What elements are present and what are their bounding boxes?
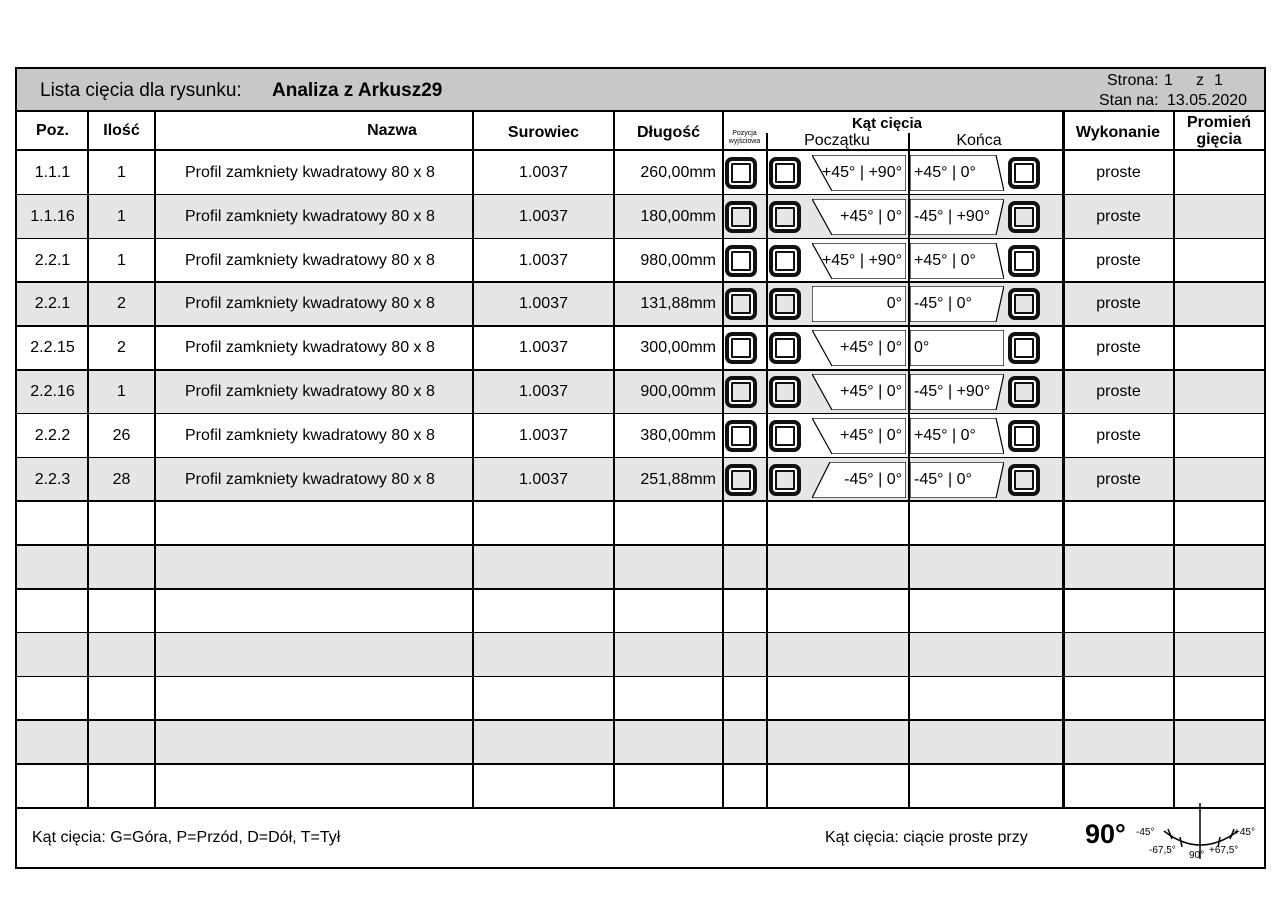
straight-cut-value: 90° <box>1085 819 1126 849</box>
legend-text: Kąt cięcia: G=Góra, P=Przód, D=Dół, T=Tył <box>32 829 341 846</box>
column-divider <box>472 112 474 808</box>
col-dlugosc: Długość <box>636 124 701 141</box>
row-divider <box>17 457 1264 459</box>
position-checkbox[interactable] <box>725 288 757 320</box>
row-wykonanie: proste <box>1096 426 1141 444</box>
row-poz: 2.2.3 <box>34 470 71 488</box>
row-ilosc: 2 <box>117 339 126 357</box>
date-label: Stan na: <box>1099 92 1159 109</box>
end-side-checkbox[interactable] <box>1008 464 1040 496</box>
title-label: Lista cięcia dla rysunku: <box>40 80 242 101</box>
row-divider <box>17 325 1264 327</box>
start-side-checkbox[interactable] <box>769 376 801 408</box>
row-nazwa: Profil zamkniety kwadratowy 80 x 8 <box>185 470 435 488</box>
column-divider <box>908 133 910 808</box>
date-value: 13.05.2020 <box>1167 92 1248 109</box>
start-angle-text: -45° | 0° <box>844 470 902 488</box>
empty-row <box>17 589 1264 632</box>
row-nazwa: Profil zamkniety kwadratowy 80 x 8 <box>185 251 435 269</box>
row-nazwa: Profil zamkniety kwadratowy 80 x 8 <box>185 383 435 400</box>
start-angle-text: 0° <box>886 295 902 313</box>
row-wykonanie: proste <box>1096 383 1141 400</box>
sheet-header <box>17 69 1264 112</box>
dial-minus675: -67,5° <box>1149 845 1176 856</box>
start-angle-text: +45° | 0° <box>840 207 902 225</box>
column-divider <box>1062 112 1065 808</box>
end-side-checkbox[interactable] <box>1008 201 1040 233</box>
end-side-checkbox[interactable] <box>1008 245 1040 277</box>
row-ilosc: 1 <box>117 164 126 181</box>
dial-plus675: +67,5° <box>1209 845 1239 856</box>
position-checkbox[interactable] <box>725 464 757 496</box>
drawing-name: Analiza z Arkusz29 <box>272 80 443 101</box>
row-surowiec: 1.0037 <box>519 470 568 488</box>
row-wykonanie: proste <box>1096 295 1141 313</box>
row-poz: 2.2.1 <box>34 295 71 313</box>
col-wyjsciowa: wyjściowa <box>728 138 761 145</box>
end-angle-shape <box>910 243 1004 279</box>
start-angle-shape <box>812 155 906 191</box>
end-angle-shape <box>910 199 1004 235</box>
empty-row <box>17 720 1264 763</box>
column-divider <box>766 133 768 808</box>
row-divider <box>17 281 1264 283</box>
row-dlugosc: 131,88mm <box>640 295 716 313</box>
row-wykonanie: proste <box>1096 339 1141 357</box>
col-nazwa: Nazwa <box>367 122 417 139</box>
row-surowiec: 1.0037 <box>519 251 568 269</box>
row-surowiec: 1.0037 <box>519 339 568 357</box>
end-angle-text: +45° | 0° <box>914 164 976 181</box>
column-divider <box>87 112 89 808</box>
end-angle-text: +45° | 0° <box>914 251 976 269</box>
column-divider <box>722 112 724 808</box>
empty-row <box>17 545 1264 588</box>
start-angle-shape <box>812 199 906 235</box>
table-row <box>17 151 1264 194</box>
empty-row <box>17 501 1264 544</box>
start-angle-shape <box>812 418 906 454</box>
table-row <box>17 370 1264 413</box>
row-divider <box>17 544 1264 546</box>
end-angle-text: -45° | +90° <box>914 207 991 225</box>
empty-row <box>17 764 1264 807</box>
row-ilosc: 28 <box>112 470 131 488</box>
end-side-checkbox[interactable] <box>1008 157 1040 189</box>
row-dlugosc: 251,88mm <box>640 470 716 488</box>
row-divider <box>17 413 1264 415</box>
col-poczatku: Początku <box>804 132 870 149</box>
row-surowiec: 1.0037 <box>519 383 568 400</box>
table-row <box>17 326 1264 369</box>
col-promien: Promień <box>1186 114 1251 131</box>
table-row <box>17 282 1264 325</box>
empty-row <box>17 633 1264 676</box>
page-total: 1 <box>1214 72 1223 89</box>
end-angle-shape <box>910 462 1004 498</box>
position-checkbox[interactable] <box>725 376 757 408</box>
page-number: 1 <box>1164 72 1173 89</box>
start-angle-shape <box>812 286 906 322</box>
row-nazwa: Profil zamkniety kwadratowy 80 x 8 <box>185 426 435 444</box>
start-angle-text: +45° | 0° <box>840 383 902 400</box>
row-surowiec: 1.0037 <box>519 164 568 181</box>
col-konca: Końca <box>956 132 1002 149</box>
row-dlugosc: 300,00mm <box>640 339 716 357</box>
row-divider <box>17 238 1264 240</box>
end-angle-text: -45° | +90° <box>914 383 991 400</box>
row-ilosc: 2 <box>117 295 126 313</box>
column-divider <box>1173 112 1175 808</box>
row-ilosc: 26 <box>112 426 131 444</box>
col-surowiec: Surowiec <box>507 124 580 141</box>
start-side-checkbox[interactable] <box>769 201 801 233</box>
start-side-checkbox[interactable] <box>769 420 801 452</box>
start-angle-text: +45° | +90° <box>821 251 902 269</box>
col-wykonanie: Wykonanie <box>1075 124 1161 141</box>
start-side-checkbox[interactable] <box>769 157 801 189</box>
row-dlugosc: 380,00mm <box>640 426 716 444</box>
end-side-checkbox[interactable] <box>1008 376 1040 408</box>
row-divider <box>17 500 1264 502</box>
row-ilosc: 1 <box>117 383 126 400</box>
start-angle-text: +45° | 0° <box>840 339 902 357</box>
row-divider <box>17 763 1264 765</box>
row-divider <box>17 588 1264 590</box>
start-side-checkbox[interactable] <box>769 288 801 320</box>
end-angle-text: -45° | 0° <box>914 470 972 488</box>
end-angle-shape <box>910 330 1004 366</box>
row-ilosc: 1 <box>117 207 126 225</box>
row-dlugosc: 900,00mm <box>640 383 716 400</box>
row-poz: 2.2.16 <box>30 383 75 400</box>
start-angle-shape <box>812 374 906 410</box>
row-wykonanie: proste <box>1096 470 1141 488</box>
end-angle-text: +45° | 0° <box>914 426 976 444</box>
row-wykonanie: proste <box>1096 251 1141 269</box>
empty-row <box>17 677 1264 720</box>
page-label: Strona: <box>1107 72 1159 89</box>
row-dlugosc: 980,00mm <box>640 251 716 269</box>
start-angle-shape <box>812 462 906 498</box>
row-wykonanie: proste <box>1096 164 1141 181</box>
cut-list-sheet <box>15 67 1266 869</box>
row-nazwa: Profil zamkniety kwadratowy 80 x 8 <box>185 164 435 181</box>
end-angle-text: -45° | 0° <box>914 295 972 313</box>
row-divider <box>17 807 1264 809</box>
row-poz: 2.2.2 <box>34 426 71 444</box>
col-ilosc: Ilość <box>103 122 140 139</box>
end-angle-text: 0° <box>914 339 930 357</box>
row-dlugosc: 180,00mm <box>640 207 716 225</box>
start-side-checkbox[interactable] <box>769 332 801 364</box>
row-nazwa: Profil zamkniety kwadratowy 80 x 8 <box>185 295 435 313</box>
start-side-checkbox[interactable] <box>769 245 801 277</box>
row-divider <box>17 719 1264 721</box>
table-row <box>17 239 1264 282</box>
row-ilosc: 1 <box>117 251 126 269</box>
col-giecia: gięcia <box>1196 131 1242 148</box>
end-angle-shape <box>910 286 1004 322</box>
row-surowiec: 1.0037 <box>519 295 568 313</box>
column-divider <box>154 112 156 808</box>
position-checkbox[interactable] <box>725 245 757 277</box>
start-angle-shape <box>812 243 906 279</box>
end-side-checkbox[interactable] <box>1008 332 1040 364</box>
position-checkbox[interactable] <box>725 420 757 452</box>
table-row <box>17 195 1264 238</box>
row-poz: 1.1.16 <box>30 207 75 225</box>
col-pozycja: Pozycja <box>732 130 757 137</box>
row-divider <box>17 149 1264 151</box>
start-angle-text: +45° | +90° <box>821 164 902 181</box>
row-poz: 2.2.1 <box>34 251 71 269</box>
row-divider <box>17 676 1264 678</box>
end-side-checkbox[interactable] <box>1008 420 1040 452</box>
table-row <box>17 458 1264 501</box>
start-angle-text: +45° | 0° <box>840 426 902 444</box>
row-poz: 1.1.1 <box>34 164 71 181</box>
row-nazwa: Profil zamkniety kwadratowy 80 x 8 <box>185 339 435 357</box>
col-kat-ciecia: Kąt cięcia <box>851 115 923 132</box>
dial-90: 90° <box>1189 850 1205 861</box>
row-dlugosc: 260,00mm <box>640 164 716 181</box>
end-side-checkbox[interactable] <box>1008 288 1040 320</box>
row-divider <box>17 369 1264 371</box>
column-divider <box>613 112 615 808</box>
page-of: z <box>1196 72 1204 89</box>
row-divider <box>17 632 1264 634</box>
row-divider <box>17 194 1264 196</box>
start-angle-shape <box>812 330 906 366</box>
dial-minus45: -45° <box>1136 827 1155 838</box>
position-checkbox[interactable] <box>725 332 757 364</box>
straight-cut-label: Kąt cięcia: ciącie proste przy <box>825 829 1028 846</box>
row-wykonanie: proste <box>1096 207 1141 225</box>
end-angle-shape <box>910 155 1004 191</box>
end-angle-shape <box>910 374 1004 410</box>
col-poz: Poz. <box>36 122 69 139</box>
position-checkbox[interactable] <box>725 157 757 189</box>
row-surowiec: 1.0037 <box>519 207 568 225</box>
row-poz: 2.2.15 <box>30 339 75 357</box>
table-row <box>17 414 1264 457</box>
dial-plus45: +45° <box>1234 827 1255 838</box>
start-side-checkbox[interactable] <box>769 464 801 496</box>
position-checkbox[interactable] <box>725 201 757 233</box>
row-surowiec: 1.0037 <box>519 426 568 444</box>
row-nazwa: Profil zamkniety kwadratowy 80 x 8 <box>185 207 435 225</box>
end-angle-shape <box>910 418 1004 454</box>
